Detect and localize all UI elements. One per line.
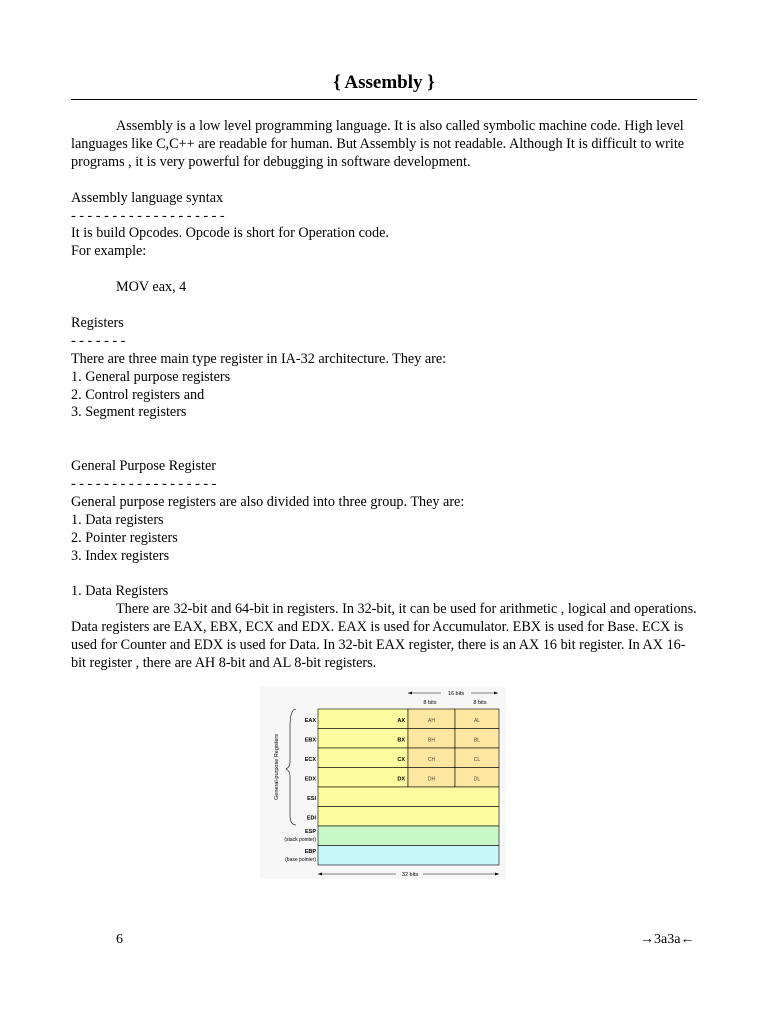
footer-author: →3a3a← — [640, 932, 695, 947]
page-title: { Assembly } — [333, 72, 435, 93]
eax-label: EAX — [304, 718, 316, 724]
edi-label: EDI — [306, 815, 316, 822]
ebx-upper-cell — [318, 729, 408, 749]
syntax-underline: - - - - - - - - - - - - - - - - - - - — [71, 207, 225, 224]
eax-upper-cell — [318, 709, 408, 729]
list-item: 1. Data registers — [71, 511, 164, 528]
eax-lo-label: AL — [473, 718, 481, 724]
registers-intro: There are three main type register in IA-32 architecture. They are: — [71, 350, 447, 367]
data-registers-paragraph: There are 32-bit and 64-bit in registers. In 32-bit, it can be used for arithmetic , logical and operations. Data registers are EAX, EBX, ECX and EDX. EAX is used for Accumulator. EBX is used for Base. ECX is used for Counter and EDX is used for Data. In 32-bit EAX register, there is an AX 16 bit register. In AX 16-bit register , there are AH 8-bit and AL 8-bit registers. — [71, 601, 697, 672]
register-diagram — [260, 687, 506, 879]
esp-label: ESP — [304, 829, 316, 835]
ecx-label: ECX — [304, 757, 316, 763]
ebx-lo-label: BL — [473, 737, 481, 744]
list-item: 2. Pointer registers — [71, 529, 178, 546]
ebp-note: (base pointer) — [285, 857, 316, 863]
esi-label: ESI — [307, 796, 316, 802]
esi-register-cell — [318, 787, 499, 807]
gpr-intro: General purpose registers are also divided into three group. They are: — [71, 493, 465, 510]
ebp-register-cell — [318, 846, 499, 866]
ebx-label: EBX — [304, 737, 316, 744]
col-label-hi: 8 bits — [423, 700, 437, 706]
side-bracket — [286, 709, 296, 825]
registers-underline: - - - - - - - — [71, 332, 126, 349]
list-item: 3. Segment registers — [71, 404, 187, 421]
ecx-upper-cell — [318, 748, 408, 768]
top-arrowhead-right — [494, 692, 498, 695]
gpr-underline: - - - - - - - - - - - - - - - - - - — [71, 476, 217, 493]
syntax-line-1: It is build Opcodes. Opcode is short for Operation code. — [71, 225, 389, 242]
esp-note: (stack pointer) — [284, 837, 316, 843]
ebx-hi-label: BH — [428, 737, 435, 744]
title-rule — [71, 99, 697, 100]
document-body — [71, 118, 697, 673]
ecx-hi-label: CH — [427, 757, 436, 763]
gpr-heading: General Purpose Register — [71, 458, 216, 475]
intro-paragraph: Assembly is a low level programming language. It is also called symbolic machine code. High level languages like C,C++ are readable for human. But Assembly is not readable. Although It is difficult to write programs , it is very powerful for debugging in software development. — [71, 118, 685, 170]
list-item: 3. Index registers — [71, 547, 170, 564]
syntax-line-2: For example: — [71, 243, 147, 260]
eax-16bit-label: AX — [397, 718, 405, 724]
esp-register-cell — [318, 826, 499, 846]
edx-hi-label: DH — [427, 776, 436, 783]
bottom-arrowhead-left — [318, 873, 322, 876]
code-example: MOV eax, 4 — [116, 279, 187, 296]
edx-16bit-label: DX — [397, 776, 405, 783]
edx-lo-label: DL — [473, 776, 481, 783]
ebx-16bit-label: BX — [397, 737, 405, 744]
edi-register-cell — [318, 807, 499, 827]
top-label: 16 bits — [447, 691, 465, 697]
eax-hi-label: AH — [428, 718, 435, 724]
top-arrowhead-left — [408, 692, 412, 695]
ebp-label: EBP — [304, 849, 316, 855]
register-diagram-svg — [260, 687, 506, 879]
ecx-lo-label: CL — [473, 757, 481, 763]
list-item: 2. Control registers and — [71, 386, 205, 403]
syntax-heading: Assembly language syntax — [71, 189, 224, 206]
data-register-rows — [305, 709, 499, 787]
bottom-arrowhead-right — [495, 873, 499, 876]
ecx-16bit-label: CX — [397, 757, 405, 763]
data-registers-heading: 1. Data Registers — [71, 583, 169, 600]
bottom-label: 32 bits — [401, 872, 419, 878]
edx-label: EDX — [304, 776, 316, 783]
list-item: 1. General purpose registers — [71, 368, 231, 385]
page-number: 6 — [116, 932, 123, 947]
edx-upper-cell — [318, 768, 408, 788]
side-label: General-purpose Registers — [274, 733, 280, 801]
col-label-lo: 8 bits — [473, 700, 487, 706]
registers-heading: Registers — [71, 314, 124, 331]
